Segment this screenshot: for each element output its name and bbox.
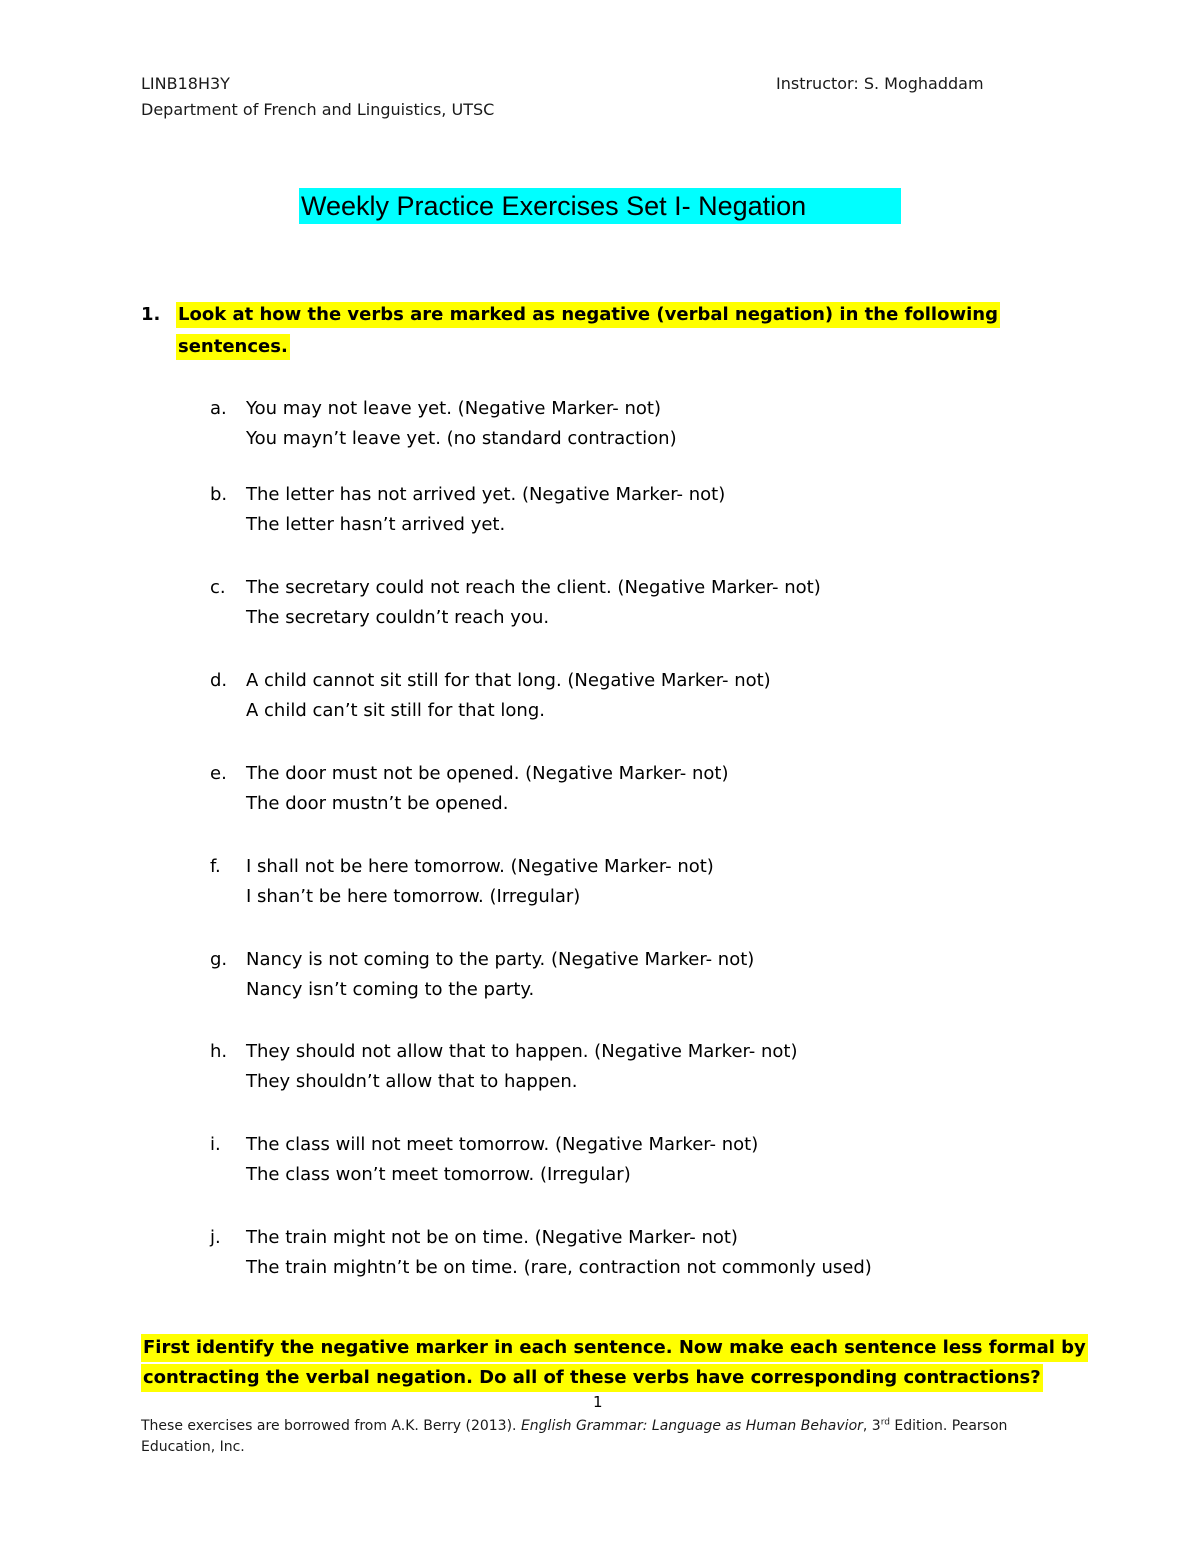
list-item [0,482,1200,542]
list-item [0,668,1200,728]
footer-prefix: These exercises are borrowed from A.K. Berry (2013). [141,1418,521,1434]
item-sentence-contracted: The letter hasn’t arrived yet. [246,514,506,535]
instruction-line-2: contracting the verbal negation. Do all of these verbs have corresponding contractions? [141,1364,1043,1392]
item-sentence-contracted: They shouldn’t allow that to happen. [246,1071,578,1092]
list-item [0,1132,1200,1192]
footer-citation [141,1416,1007,1436]
item-sentence-full: The class will not meet tomorrow. (Negative Marker- not) [246,1134,759,1155]
item-sentence-contracted: You mayn’t leave yet. (no standard contraction) [246,428,677,449]
item-sentence-full: The train might not be on time. (Negative Marker- not) [246,1227,738,1248]
item-letter: f. [210,856,221,877]
instructor-name: Instructor: S. Moghaddam [776,74,984,93]
question-number: 1. [141,304,161,325]
page-number: 1 [593,1393,603,1411]
item-sentence-contracted: The train mightn’t be on time. (rare, contraction not commonly used) [246,1257,872,1278]
footer-edition-sup: rd [880,1417,890,1428]
item-sentence-full: The letter has not arrived yet. (Negative Marker- not) [246,484,726,505]
item-letter: j. [210,1227,221,1248]
item-letter: e. [210,763,227,784]
list-item [0,575,1200,635]
footer-edition-num: , 3 [862,1418,881,1434]
list-item [0,1225,1200,1285]
footer-citation-line-2: Education, Inc. [141,1439,245,1455]
item-sentence-full: Nancy is not coming to the party. (Negative Marker- not) [246,949,755,970]
list-item [0,396,1200,456]
page-title: Weekly Practice Exercises Set I- Negation [299,188,901,224]
item-letter: i. [210,1134,221,1155]
question-text-line-1: Look at how the verbs are marked as negative (verbal negation) in the following [176,302,1000,328]
item-sentence-contracted: The secretary couldn’t reach you. [246,607,550,628]
list-item [0,761,1200,821]
item-letter: a. [210,398,227,419]
item-sentence-full: You may not leave yet. (Negative Marker- not) [246,398,661,419]
footer-suffix: Edition. Pearson [889,1418,1008,1434]
item-letter: d. [210,670,228,691]
item-sentence-contracted: Nancy isn’t coming to the party. [246,979,535,1000]
item-sentence-contracted: The door mustn’t be opened. [246,793,509,814]
course-code: LINB18H3Y [141,74,230,93]
item-sentence-full: I shall not be here tomorrow. (Negative Marker- not) [246,856,714,877]
item-letter: c. [210,577,226,598]
instruction-line-1: First identify the negative marker in each sentence. Now make each sentence less formal by [141,1334,1088,1362]
department-name: Department of French and Linguistics, UTSC [141,100,495,119]
item-sentence-full: A child cannot sit still for that long. (Negative Marker- not) [246,670,771,691]
item-letter: g. [210,949,228,970]
item-sentence-contracted: A child can’t sit still for that long. [246,700,545,721]
item-letter: h. [210,1041,228,1062]
footer-book-title: English Grammar: Language as Human Behavior [520,1418,863,1434]
item-sentence-full: The secretary could not reach the client. (Negative Marker- not) [246,577,821,598]
item-sentence-contracted: I shan’t be here tomorrow. (Irregular) [246,886,581,907]
item-sentence-full: The door must not be opened. (Negative Marker- not) [246,763,729,784]
item-sentence-contracted: The class won’t meet tomorrow. (Irregular) [246,1164,631,1185]
item-letter: b. [210,484,228,505]
list-item [0,1039,1200,1099]
list-item [0,854,1200,914]
question-text-line-2: sentences. [176,334,290,360]
list-item [0,947,1200,1007]
item-sentence-full: They should not allow that to happen. (Negative Marker- not) [246,1041,798,1062]
